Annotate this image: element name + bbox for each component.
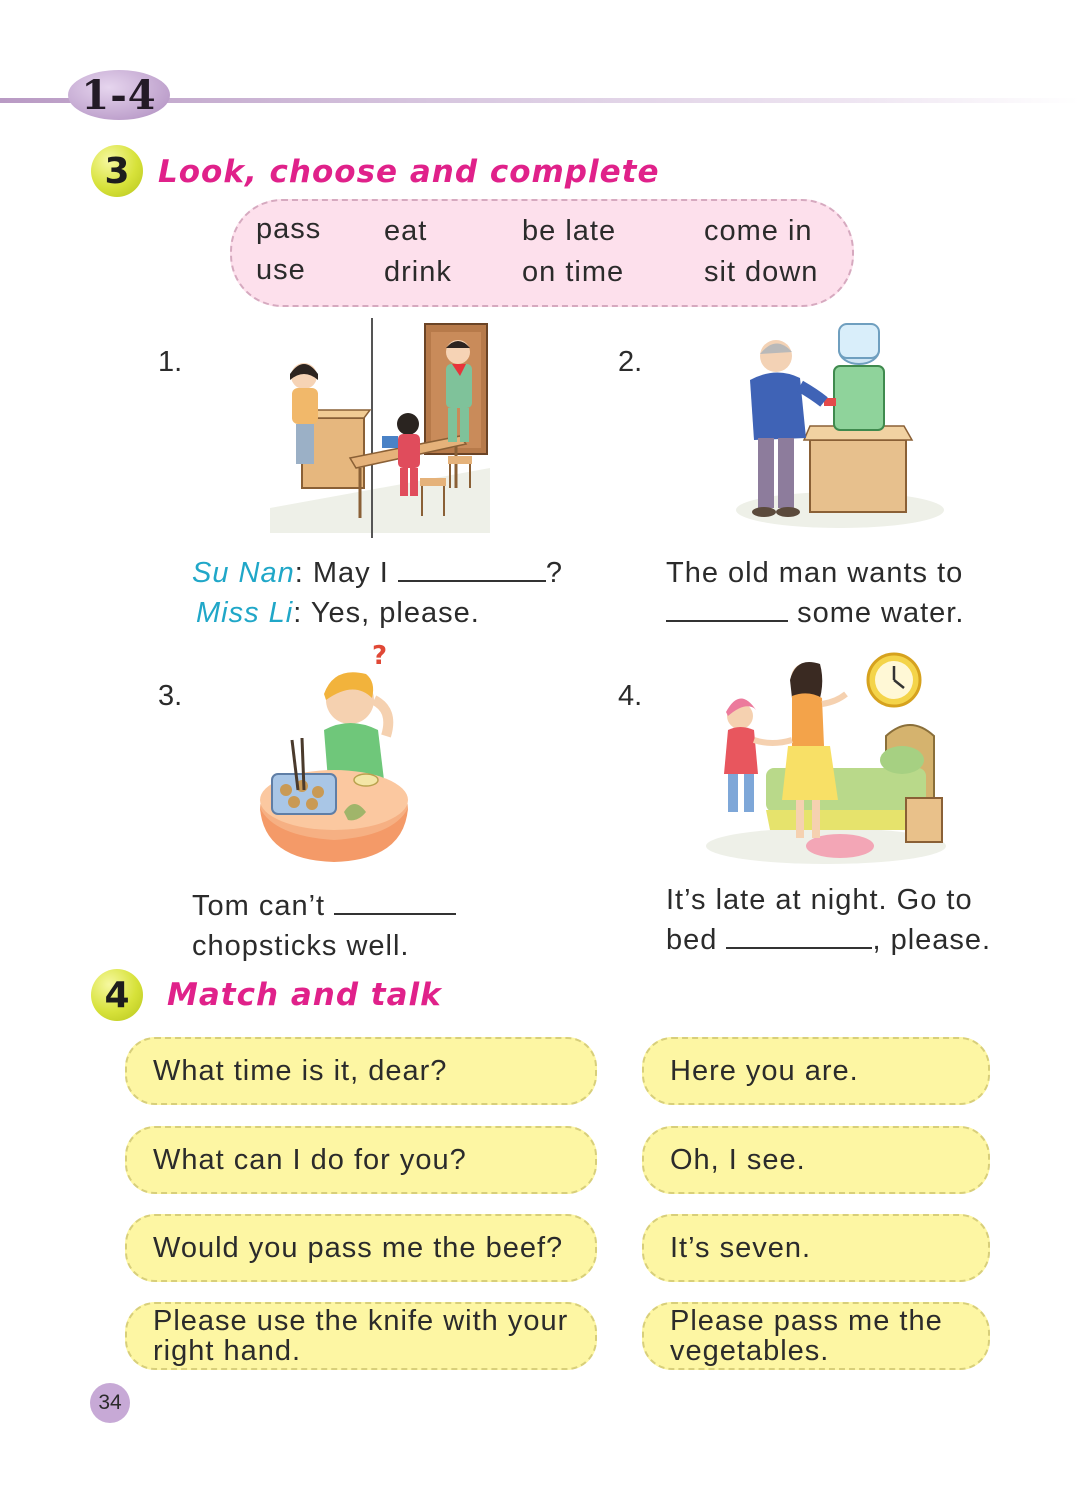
word-bank-item: be late — [522, 215, 617, 247]
word-bank-item: sit down — [704, 256, 819, 288]
match-answer-3[interactable]: It’s seven. — [642, 1214, 990, 1282]
item-2-line-1: The old man wants to — [666, 557, 964, 589]
item-number: 2. — [618, 346, 643, 378]
answer-blank[interactable] — [334, 891, 456, 915]
item-1-prompt: : May I — [294, 557, 389, 589]
item-2-line-2 — [666, 597, 964, 630]
match-answer-1[interactable]: Here you are. — [642, 1037, 990, 1105]
item-3-line-2: chopsticks well. — [192, 930, 410, 962]
item-4-line-1: It’s late at night. Go to — [666, 884, 973, 916]
item-3-line-1 — [192, 890, 456, 923]
match-answer-2[interactable]: Oh, I see. — [642, 1126, 990, 1194]
section-3-title: Look, choose and complete — [158, 154, 660, 190]
item-number: 3. — [158, 680, 183, 712]
speaker-su-nan: Su Nan — [192, 557, 295, 589]
section-4-number-badge: 4 — [91, 969, 143, 1021]
boy-with-chopsticks-illustration — [254, 640, 414, 866]
word-bank-item: drink — [384, 256, 452, 288]
item-2-text: some water. — [797, 597, 965, 629]
item-1-line-2 — [196, 597, 480, 630]
answer-blank[interactable] — [398, 558, 546, 582]
item-1-question-mark: ? — [545, 557, 563, 589]
match-question-1[interactable]: What time is it, dear? — [125, 1037, 597, 1105]
match-question-3[interactable]: Would you pass me the beef? — [125, 1214, 597, 1282]
match-question-4[interactable]: Please use the knife with your right hand. — [125, 1302, 597, 1370]
speaker-miss-li: Miss Li — [196, 597, 294, 629]
word-bank-item: eat — [384, 215, 428, 247]
unit-badge: 1-4 — [68, 70, 170, 120]
answer-blank[interactable] — [726, 925, 872, 949]
word-bank-item: use — [256, 254, 306, 286]
section-3-number-badge: 3 — [91, 145, 143, 197]
section-4-title: Match and talk — [167, 977, 442, 1013]
item-1-line-1 — [192, 557, 563, 590]
item-4-text-end: , please. — [872, 924, 992, 956]
answer-blank[interactable] — [666, 598, 788, 622]
bedtime-illustration — [696, 650, 946, 866]
item-3-text: Tom can’t — [192, 890, 326, 922]
item-4-line-2 — [666, 924, 991, 957]
svg-text:?: ? — [372, 641, 388, 671]
word-bank-item: pass — [256, 213, 322, 245]
page-number: 34 — [90, 1383, 130, 1423]
match-question-2[interactable]: What can I do for you? — [125, 1126, 597, 1194]
word-bank-item: come in — [704, 215, 813, 247]
water-dispenser-illustration — [720, 320, 944, 530]
match-answer-4[interactable]: Please pass me the vegetables. — [642, 1302, 990, 1370]
item-number: 4. — [618, 680, 643, 712]
classroom-illustration — [260, 318, 496, 538]
item-4-text: bed — [666, 924, 718, 956]
item-1-reply: : Yes, please. — [293, 597, 480, 629]
word-bank-item: on time — [522, 256, 625, 288]
item-number: 1. — [158, 346, 183, 378]
